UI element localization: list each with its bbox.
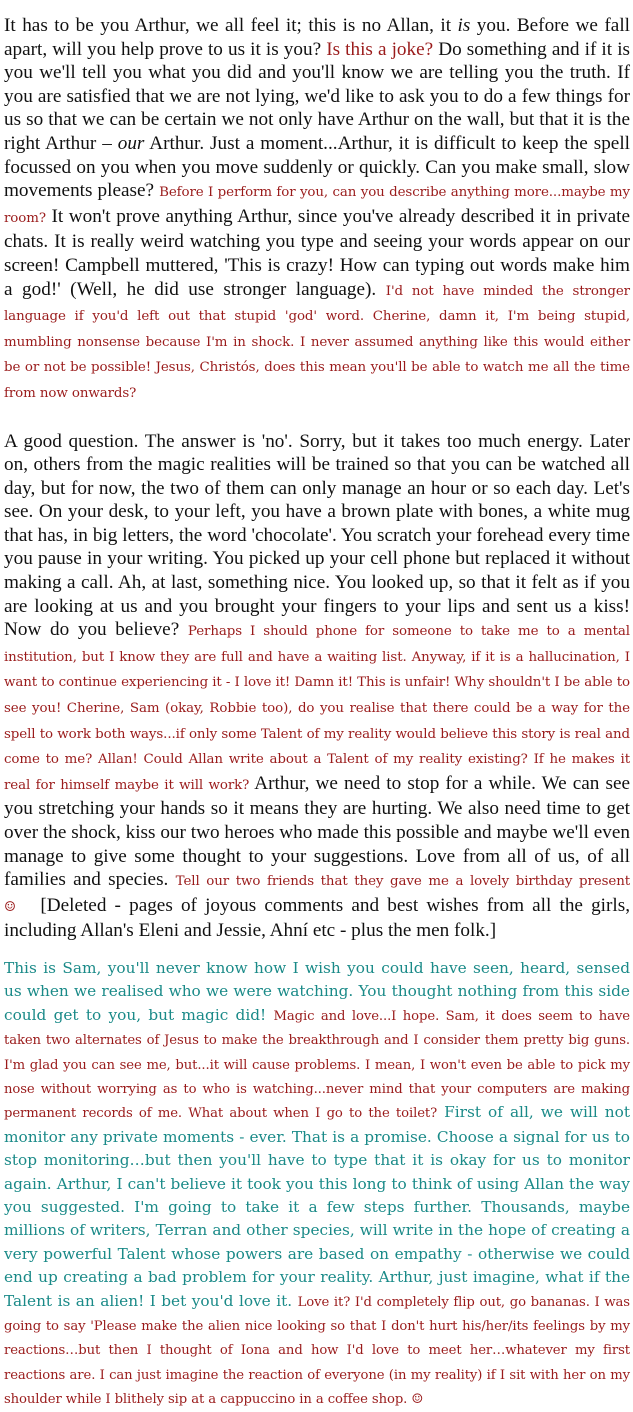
emphasis-text: is [457,15,471,36]
paragraph-1 [4,0,630,406]
author-reply: Tell our two friends that they gave me a lovely birthday present ☺ [4,874,630,915]
sam-text: This is Sam, you'll never know how I wish you could have seen, heard, sensed us when we realised who we were watching. You thought nothing from this side could get to you, but magic did! [4,958,630,1024]
author-reply: Is this a joke? [326,38,434,60]
paragraph-3 [4,957,630,1412]
author-reply: I'd not have minded the stronger language if you'd left out that stupid 'god' word. Cherine, damn it, I'm being stupid, mumbling nonsense because I'm in shock. I never assumed anything like this would either be or not be possible! Jesus, Christós, does this mean you'll be able to watch me all the time from now onwards? [4,283,630,401]
document-page [4,0,630,1412]
editor-note: [Deleted - pages of joyous comments and best wishes from all the girls, including Allan's Eleni and Jessie, Ahní etc - plus the men folk.] [4,894,630,942]
dialogue-text: A good question. The answer is 'no'. Sorry, but it takes too much energy. Later on, others from the magic realities will be trained so that you can be watched all day, but for now, the two of them can only manage an hour or so each day. Let's see. On your desk, to your left, you have a brown plate with bones, a white mug that has, in big letters, the word 'chocolate'. You scratch your forehead every time you pause in your writing. You picked up your cell phone but replaced it without making a call. Ah, at last, something nice. You looked up, so that it felt as if you are looking at us and you brought your fingers to your lips and sent us a kiss! Now do you believe? [4,430,630,641]
dialogue-text: Arthur, we need to stop for a while. We can see you stretching your hands so it means they are hurting. We also need time to get over the shock, kiss our two heroes who made this possible and maybe we'll even manage to give some thought to your suggestions. Love from all of us, of all families and species. [4,772,630,891]
dialogue-text: It won't prove anything Arthur, since you've already described it in private chats. It is really weird watching you type and seeing your words appear on our screen! Campbell muttered, 'This is crazy! How can typing out words make him a god!' (Well, he did use stronger language). [4,205,630,300]
author-reply: Perhaps I should phone for someone to take me to a mental institution, but I know they are full and have a waiting list. Anyway, if it is a hallucination, I want to continue experiencing it - I love it! Damn it! This is unfair! Why shouldn't I be able to see you! Cherine, Sam (okay, Robbie too), do you realise that there could be a way for the spell to work both ways...if only some Talent of my reality would believe this story is real and come to me? Allan! Could Allan write about a Talent of my reality existing? If he makes it real for himself maybe it will work? [4,624,630,793]
sam-text: First of all, we will not monitor any private moments - ever. That is a promise. Choose a signal for us to stop monitoring…but then you'll have to type that it is okay for us to monitor again. Arthur, I can't believe it took you this long to think of using Allan the way you suggested. I'm going to take it a few steps further. Thousands, maybe millions of writers, Terran and other species, will write in the hope of creating a very powerful Talent whose powers are based on empathy - otherwise we could end up creating a bad problem for your reality. Arthur, just imagine, what if the Talent is an alien! I bet you'd love it. [4,1103,630,1310]
author-reply: Before I perform for you, can you describe anything more...maybe my room? [4,185,630,226]
dialogue-text: Do something and if it is you we'll tell you what you did and you'll know we are telling you the truth. If you are satisfied that we are not lying, we'd like to ask you to do a few things for us so that we can be certain we not only have Arthur on the wall, but that it is the right Arthur – [4,38,630,154]
paragraph-2 [4,430,630,943]
emphasis-text: our [117,132,145,154]
author-reply: Magic and love...I hope. Sam, it does seem to have taken two alternates of Jesus to make the breakthrough and I consider them pretty big guns. I'm glad you can see me, but...it will cause problems. I mean, I won't even be able to pick my nose without worrying as to who is watching...never mind that your computers are making permanent records of me. What about when I go to the toilet? [4,1008,630,1122]
author-reply: Love it? I'd completely flip out, go bananas. I was going to say 'Please make the alien nice looking so that I don't hurt his/her/its feelings by my reactions…but then I thought of Iona and how I'd love to meet her…whatever my first reactions are. I can just imagine the reaction of everyone (in my reality) if I sit with her on my shoulder while I blithely sip at a cappuccino in a coffee shop. ☺ [4,1294,630,1408]
dialogue-text: It has to be you Arthur, we all feel it; this is no Allan, it [4,15,458,36]
dialogue-text: Arthur. Just a moment...Arthur, it is difficult to keep the spell focussed on you when you move suddenly or quickly. Can you make small, slow movements please? [4,132,630,202]
dialogue-text: you. Before we fall apart, will you help prove to us it is you? [4,15,630,60]
